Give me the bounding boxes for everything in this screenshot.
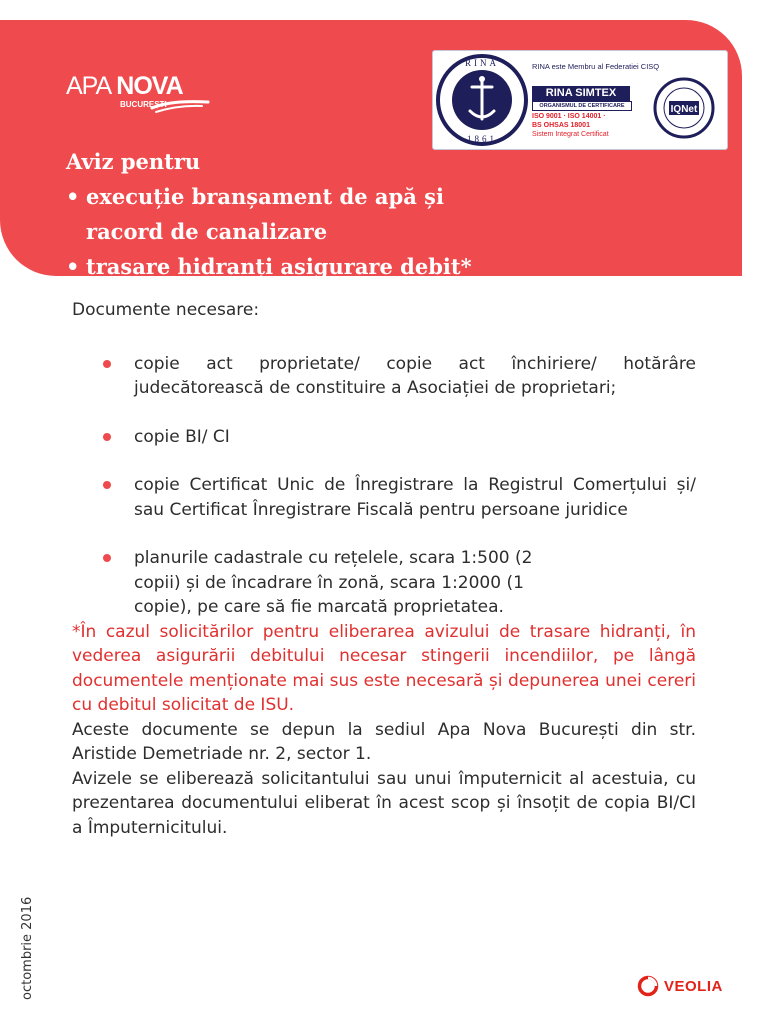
rina-seal-icon [435, 53, 529, 147]
publication-date: octombrie 2016 [20, 896, 35, 1000]
seal-bottom-text: 1861 [467, 134, 497, 144]
list-item [72, 425, 696, 450]
list-item [72, 546, 696, 620]
iqnet-badge-icon [653, 77, 715, 139]
content-body [72, 298, 696, 840]
title-bullet-2 [66, 249, 472, 284]
logo-nova: NOVA [116, 72, 183, 100]
organism-label: ORGANISMUL DE CERTIFICARE [532, 101, 632, 111]
iso-line-2: BS OHSAS 18001 [532, 122, 590, 129]
simtex-label: RINA SIMTEX [532, 86, 630, 101]
bullet-dot-icon [103, 360, 111, 368]
title-bullet-1-cont: racord de canalizare [86, 219, 328, 244]
logo-city: BUCUREȘTI [120, 100, 167, 109]
certification-box [432, 50, 728, 150]
list-item [72, 352, 696, 401]
logo-apa: APA [66, 72, 112, 100]
list-item-text: copie act proprietate/ copie act închiriere/ hotărâre judecătorească de constituire a Asociației de proprietari; [134, 353, 696, 398]
list-item-text: copie BI/ CI [134, 426, 230, 447]
veolia-wordmark: VEOLIA [664, 977, 723, 995]
title-bullet-2-text: trasare hidranți asigurare debit* [86, 254, 472, 279]
seal-top-text: RINA [465, 58, 499, 68]
iso-line-1: ISO 9001 · ISO 14001 · [532, 113, 606, 120]
iqnet-text: IQNet [670, 104, 698, 115]
bullet-dot-icon [103, 481, 111, 489]
submission-info: Aceste documente se depun la sediul Apa Nova București din str. Aristide Demetriade nr. 2, sector 1. [72, 719, 696, 764]
cisq-text: RINA este Membru al Federatiei CISQ [532, 62, 660, 71]
title-bullet-1 [66, 179, 472, 214]
header-banner [0, 20, 742, 279]
veolia-logo [637, 975, 723, 997]
documents-label: Documente necesare: [72, 300, 260, 320]
bullet-dot-icon [103, 554, 111, 562]
apa-nova-logo [66, 72, 183, 109]
title-bullet-1-text: execuție branșament de apă și [86, 184, 444, 209]
bullet-icon: • [66, 254, 80, 279]
issuance-info: Avizele se eliberează solicitantului sau unui împuternicit al acestuia, cu prezentarea documentului eliberat în acest scop și însoțit de copia BI/CI a Împuternicitului. [72, 768, 696, 838]
list-item [72, 473, 696, 522]
page-title [66, 144, 472, 284]
iso-standards [532, 112, 640, 139]
documents-list [72, 352, 696, 620]
bullet-dot-icon [103, 433, 111, 441]
iso-line-3: Sistem Integrat Certificat [532, 131, 609, 138]
veolia-mark-icon [637, 975, 659, 997]
list-item-text: planurile cadastrale cu rețelele, scara 1:500 (2 copii) și de încadrare în zonă, scara 1:2000 (1 copie), pe care să fie marcată proprietatea. [134, 548, 533, 617]
list-item-text: copie Certificat Unic de Înregistrare la Registrul Comerțului și/ sau Certificat Înregistrare Fiscală pentru persoane juridice [134, 475, 696, 520]
bullet-icon: • [66, 184, 80, 209]
logo-swoosh-icon [150, 96, 210, 114]
title-line: Aviz pentru [66, 149, 201, 174]
isu-note: *În cazul solicitărilor pentru eliberarea avizului de trasare hidranți, în vederea asigurării debitului necesar stingerii incendiilor, pe lângă documentele menționate mai sus este necesară și depunerea unei cereri cu debitul solicitat de ISU. [72, 621, 696, 715]
